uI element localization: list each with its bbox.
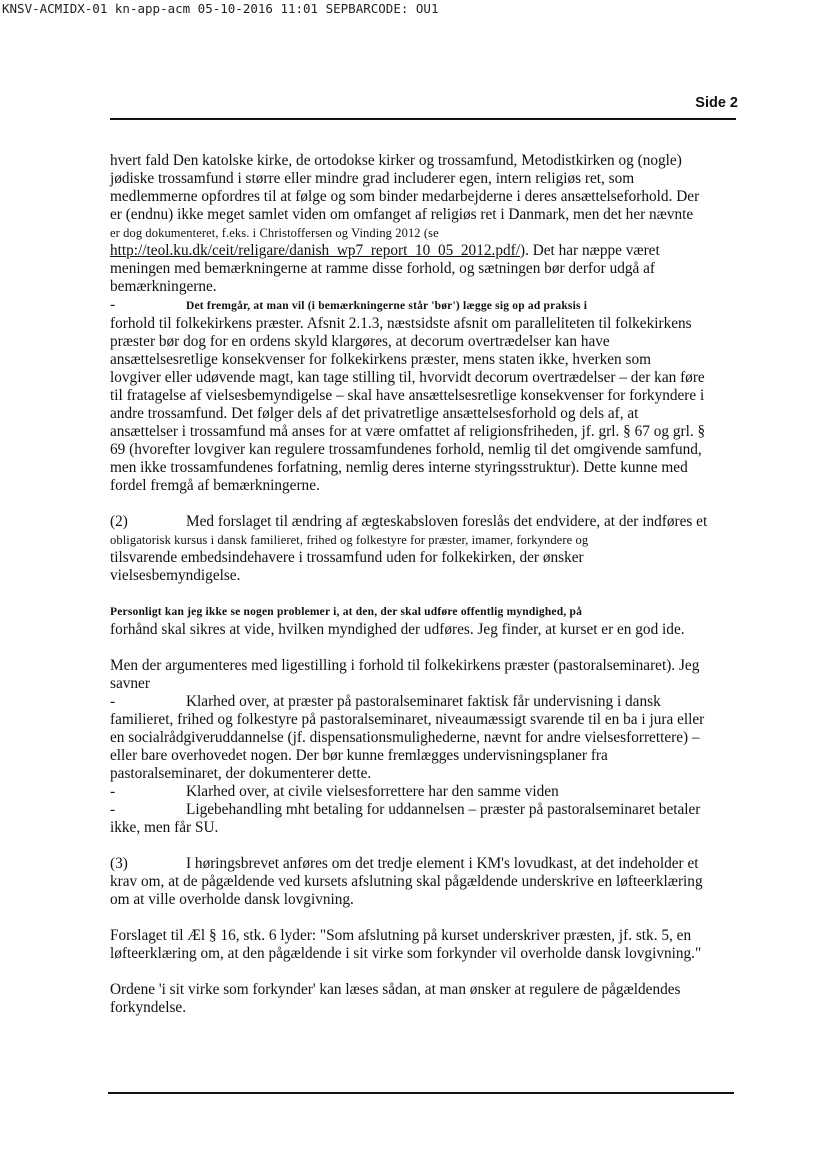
body-line: obligatorisk kursus i dansk familieret, frihed og folkestyre for præster, imamer, forkyndere og <box>110 533 589 547</box>
body-line: om at ville overholde dansk lovgivning. <box>110 891 354 908</box>
list-dash: - <box>110 783 116 800</box>
body-line: til fratagelse af vielsesbemyndigelse – skal have ansættelsesretlige konsekvenser for forkyndere i <box>110 387 705 404</box>
body-line: savner <box>110 675 150 692</box>
body-line: jødiske trossamfund i større eller mindre grad includerer egen, intern religiøs ret, som <box>110 170 635 187</box>
body-line: lovgiver eller udøvende magt, kan tage stilling til, hvorvidt decorum overtrædelser – der kan føre <box>110 369 705 386</box>
list-dash: - <box>110 296 116 313</box>
body-line: krav om, at de pågældende ved kursets afslutning skal pågældende underskrive en løfteerklæring <box>110 873 703 890</box>
body-line: meningen med bemærkningerne at ramme disse forhold, og sætningen bør derfor udgå af <box>110 260 656 277</box>
body-line <box>110 855 736 873</box>
body-line: præster bør dog for en ordens skyld klargøres, at decorum overtrædelser kan have <box>110 333 610 350</box>
section-number: (3) <box>110 855 128 872</box>
body-line: løfteerklæring om, at den pågældende i sit virke som forkynder vil overholde dansk lovgivning." <box>110 945 702 962</box>
body-line: familieret, frihed og folkestyre på pastoralseminaret, niveaumæssigt svarende til en ba i jura eller <box>110 711 705 728</box>
body-line: Men der argumenteres med ligestilling i forhold til folkekirkens præster (pastoralseminaret). Jeg <box>110 657 700 674</box>
body-text: Det fremgår, at man vil (i bemærkningerne står 'bør') lægge sig op ad praksis i <box>186 300 588 312</box>
body-line: hvert fald Den katolske kirke, de ortodokse kirker og trossamfund, Metodistkirken og (nogle) <box>110 152 682 169</box>
list-item <box>110 801 736 819</box>
document-body <box>110 152 736 1017</box>
body-text: I høringsbrevet anføres om det tredje element i KM's lovudkast, at det indeholder et <box>186 855 699 872</box>
list-item <box>110 783 736 801</box>
body-line: Personligt kan jeg ikke se nogen problemer i, at den, der skal udføre offentlig myndighed, på <box>110 606 583 618</box>
body-line: men ikke trossamfundenes forfatning, nemlig deres interne styringsstruktur). Dette kunne med <box>110 459 688 476</box>
body-text: Ligebehandling mht betaling for uddannelsen – præster på pastoralseminaret betaler <box>186 801 701 818</box>
fax-header: KNSV-ACMIDX-01 kn-app-acm 05-10-2016 11:01 SEPBARCODE: OU1 <box>2 1 439 16</box>
body-line: Ordene 'i sit virke som forkynder' kan læses sådan, at man ønsker at regulere de pågældendes <box>110 981 681 998</box>
body-line: medlemmerne opfordres til at følge og som binder medarbejderne i deres ansættelseforhold. Der <box>110 188 700 205</box>
list-item <box>110 693 736 711</box>
body-line: er (endnu) ikke meget samlet viden om omfanget af religiøs ret i Danmark, men det her nævnte <box>110 206 694 223</box>
footer-rule <box>108 1092 734 1094</box>
body-text: Klarhed over, at præster på pastoralseminaret faktisk får undervisning i dansk <box>186 693 661 710</box>
header-rule <box>110 118 736 120</box>
body-line: ansættelsesretlige konsekvenser for folkekirkens præster, mens staten ikke, hverken som <box>110 351 652 368</box>
body-line: eller bare overhovedet nogen. Der bør kunne fremlægges undervisningsplaner fra <box>110 747 608 764</box>
list-dash: - <box>110 801 116 818</box>
body-line <box>110 296 736 315</box>
body-text: ). Det har næppe været <box>519 242 660 259</box>
body-line: fordel fremgå af bemærkningerne. <box>110 477 320 494</box>
body-line: tilsvarende embedsindehavere i trossamfund uden for folkekirken, der ønsker <box>110 549 584 566</box>
body-line: Forslaget til Æl § 16, stk. 6 lyder: "Som afslutning på kurset underskriver præsten, jf. stk. 5, en <box>110 927 692 944</box>
body-line: ikke, men får SU. <box>110 819 219 836</box>
body-line: forhånd skal sikres at vide, hvilken myndighed der udføres. Jeg finder, at kurset er en god ide. <box>110 621 685 638</box>
body-line <box>110 513 736 531</box>
report-link[interactable]: http://teol.ku.dk/ceit/religare/danish_wp7_report_10_05_2012.pdf/ <box>110 242 520 259</box>
body-line: forkyndelse. <box>110 999 187 1016</box>
body-line: ansættelser i trossamfund må anses for at være omfattet af religionsfriheden, jf. grl. § 67 og grl. § <box>110 423 706 440</box>
body-text: Klarhed over, at civile vielsesforrettere har den samme viden <box>186 783 559 800</box>
body-line: 69 (hvorefter lovgiver kan regulere trossamfundenes forhold, nemlig til det omgivende samfund, <box>110 441 702 458</box>
body-line: andre trossamfund. Det følger dels af det privatretlige ansættelsesforhold og dels af, at <box>110 405 639 422</box>
page-number: Side 2 <box>695 95 738 111</box>
section-number: (2) <box>110 513 128 530</box>
body-line: vielsesbemyndigelse. <box>110 567 241 584</box>
body-line: bemærkningerne. <box>110 278 217 295</box>
body-line: forhold til folkekirkens præster. Afsnit 2.1.3, næstsidste afsnit om paralleliteten til folkekirkens <box>110 315 692 332</box>
body-text: Med forslaget til ændring af ægteskabsloven foreslås det endvidere, at der indføres et <box>186 513 708 530</box>
list-dash: - <box>110 693 116 710</box>
body-line: er dog dokumenteret, f.eks. i Christoffersen og Vinding 2012 (se <box>110 226 439 240</box>
body-line <box>110 242 736 260</box>
body-line: pastoralseminaret, der dokumenterer dette. <box>110 765 372 782</box>
body-line: en socialrådgiveruddannelse (jf. dispensationsmulighederne, nævnt for andre vielsesforrettere) – <box>110 729 700 746</box>
